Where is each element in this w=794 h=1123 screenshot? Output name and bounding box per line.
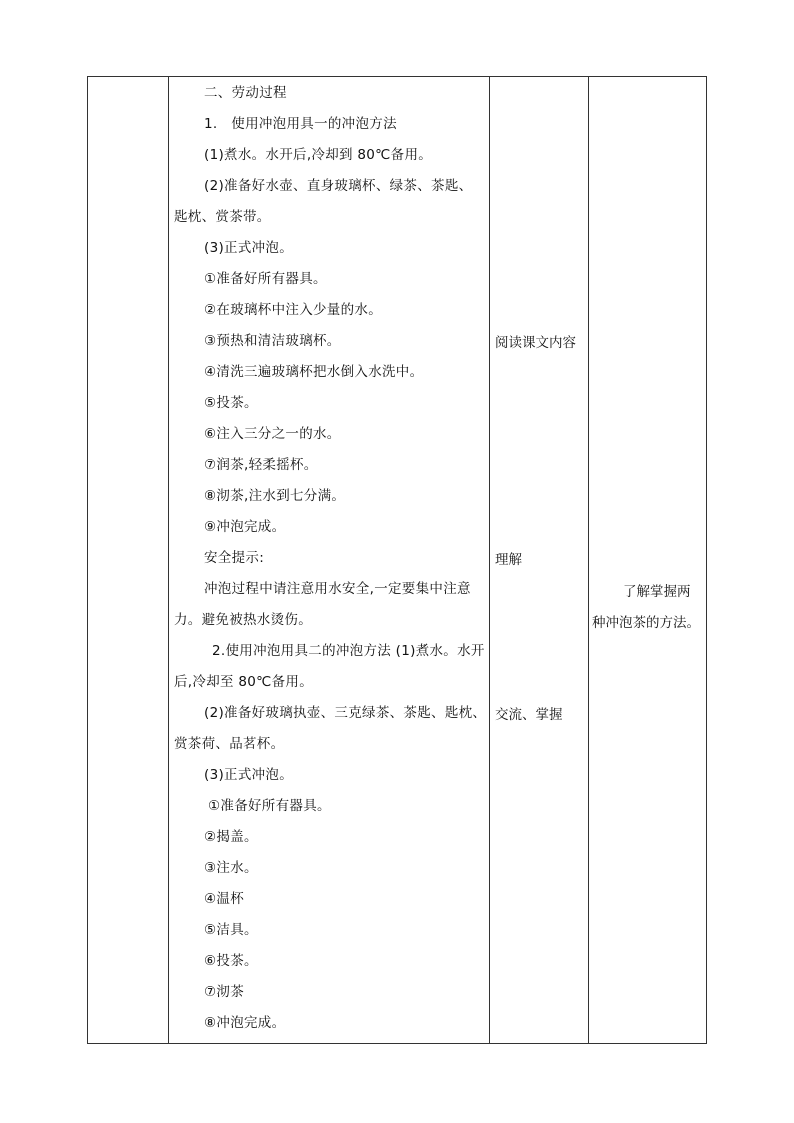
activity-exchange: 交流、掌握 [495,707,563,723]
content-line: ①准备好所有器具。 [208,798,331,814]
content-line: ⑧沏茶,注水到七分满。 [204,488,346,504]
content-line: (2)准备好水壶、直身玻璃杯、绿茶、茶匙、 [204,178,473,194]
content-line: ③预热和清洁玻璃杯。 [204,333,341,349]
content-line: 1. 使用冲泡用具一的冲泡方法 [204,116,397,132]
design-intent-cell [590,577,708,639]
content-line: ⑤洁具。 [204,922,258,938]
content-line: 匙枕、赏茶带。 [174,209,271,225]
content-line: 后,冷却至 80℃备用。 [174,674,314,690]
activity-understand: 理解 [495,552,522,568]
content-line: 冲泡过程中请注意用水安全,一定要集中注意 [204,581,471,597]
content-line: 安全提示: [204,550,265,566]
goal-line-2: 种冲泡茶的方法。 [592,615,700,631]
content-line: ④清洗三遍玻璃杯把水倒入水洗中。 [204,364,424,380]
content-line: ⑥注入三分之一的水。 [204,426,341,442]
content-line: ⑧冲泡完成。 [204,1015,286,1031]
content-line: ①准备好所有器具。 [204,271,327,287]
content-line: 2.使用冲泡用具二的冲泡方法 (1)煮水。水开 [212,643,485,659]
content-line: ⑤投茶。 [204,395,258,411]
content-line: ②在玻璃杯中注入少量的水。 [204,302,383,318]
column-divider-1 [168,77,169,1043]
content-line: (2)准备好玻璃执壶、三克绿茶、茶匙、匙枕、 [204,705,487,721]
content-line: 力。避免被热水烫伤。 [174,612,312,628]
content-line: ④温杯 [204,891,245,907]
content-line: ③注水。 [204,860,258,876]
content-line: 二、劳动过程 [204,85,287,101]
content-line: ⑥投茶。 [204,953,258,969]
content-line: ②揭盖。 [204,829,258,845]
activity-read: 阅读课文内容 [495,335,576,351]
goal-line-1: 了解掌握两 [623,584,691,600]
lesson-table [87,76,707,1044]
column-divider-3 [588,77,589,1043]
content-line: 赏茶荷、品茗杯。 [174,736,285,752]
content-line: (3)正式冲泡。 [204,767,294,783]
content-line: (3)正式冲泡。 [204,240,294,256]
content-line: (1)煮水。水开后,冷却到 80℃备用。 [204,147,433,163]
content-line: ⑦润茶,轻柔摇杯。 [204,457,318,473]
content-line: ⑦沏茶 [204,984,245,1000]
column-divider-2 [489,77,490,1043]
content-line: ⑨冲泡完成。 [204,519,286,535]
